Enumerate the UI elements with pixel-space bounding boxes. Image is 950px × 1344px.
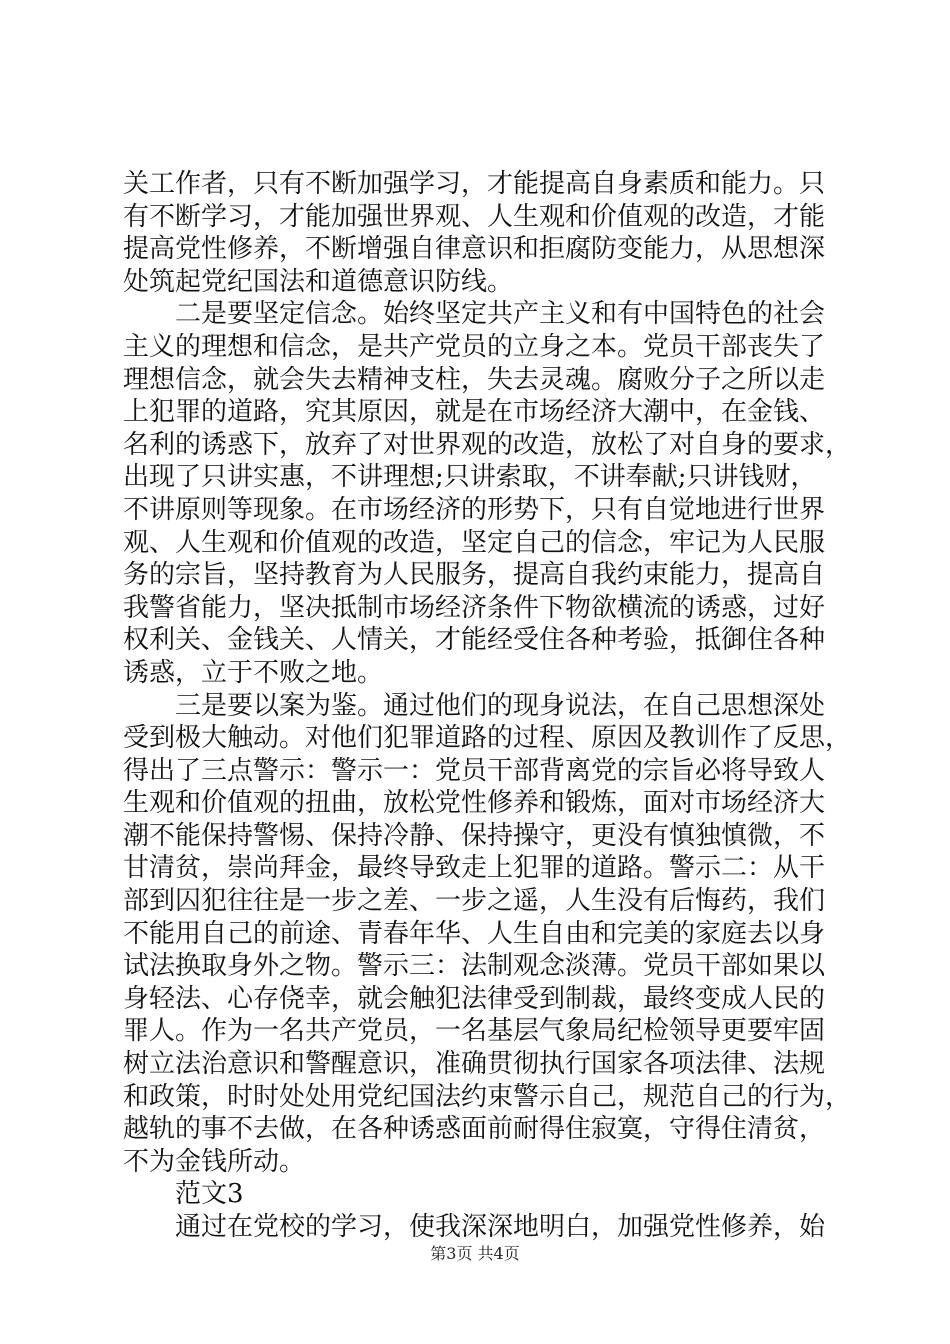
text-line: 树立法治意识和警醒意识，准确贯彻执行国家各项法律、法规 (123, 1049, 826, 1080)
page-footer: 第3页 共4页 (430, 1244, 520, 1263)
text-line: 甘清贫，崇尚拜金，最终导致走上犯罪的道路。警示二：从干 (123, 853, 826, 884)
text-line: 潮不能保持警惕、保持冷静、保持操守，更没有慎独慎微，不 (123, 820, 826, 851)
text-line: 得出了三点警示：警示一：党员干部背离党的宗旨必将导致人 (123, 755, 826, 786)
text-line: 关工作者，只有不断加强学习，才能提高自身素质和能力。只 (123, 169, 826, 199)
text-line: 诱惑，立于不败之地。 (123, 657, 384, 688)
text-line: 身轻法、心存侥幸，就会触犯法律受到制裁，最终变成人民的 (123, 983, 826, 1014)
text-line: 处筑起党纪国法和道德意识防线。 (123, 266, 514, 297)
text-line: 和政策，时时处处用党纪国法约束警示自己，规范自己的行为， (123, 1081, 852, 1112)
text-line: 务的宗旨，坚持教育为人民服务，提高自我约束能力，提高自 (123, 560, 826, 591)
text-line: 我警省能力，坚决抵制市场经济条件下物欲横流的诱惑，过好 (123, 592, 826, 623)
text-line: 不为金钱所动。 (123, 1146, 306, 1177)
text-line: 试法换取身外之物。警示三：法制观念淡薄。党员干部如果以 (123, 951, 826, 982)
document-body (123, 168, 852, 1244)
text-line: 通过在党校的学习，使我深深地明白，加强党性修养，始 (175, 1212, 826, 1242)
text-line: 三是要以案为鉴。通过他们的现身说法，在自己思想深处 (175, 690, 826, 721)
text-line: 出现了只讲实惠，不讲理想;只讲索取，不讲奉献;只讲钱财， (123, 462, 817, 493)
text-line: 观、人生观和价值观的改造，坚定自己的信念，牢记为人民服 (123, 527, 826, 558)
text-line: 名利的诱惑下，放弃了对世界观的改造，放松了对自身的要求， (123, 429, 852, 460)
text-line: 受到极大触动。对他们犯罪道路的过程、原因及教训作了反思， (123, 723, 852, 754)
text-line: 不讲原则等现象。在市场经济的形势下，只有自觉地进行世界 (123, 494, 826, 525)
text-line: 越轨的事不去做，在各种诱惑面前耐得住寂寞，守得住清贫， (123, 1114, 826, 1145)
text-line: 范文3 (175, 1179, 244, 1210)
text-line: 上犯罪的道路，究其原因，就是在市场经济大潮中，在金钱、 (123, 397, 826, 428)
text-line: 提高党性修养，不断增强自律意识和拒腐防变能力，从思想深 (123, 234, 826, 265)
text-line: 生观和价值观的扭曲，放松党性修养和锻炼，面对市场经济大 (123, 788, 826, 819)
text-line: 二是要坚定信念。始终坚定共产主义和有中国特色的社会 (175, 299, 826, 330)
text-line: 理想信念，就会失去精神支柱，失去灵魂。腐败分子之所以走 (123, 364, 826, 395)
text-line: 部到囚犯往往是一步之差、一步之遥，人生没有后悔药，我们 (123, 886, 826, 917)
text-line: 罪人。作为一名共产党员，一名基层气象局纪检领导更要牢固 (123, 1016, 826, 1047)
text-line: 权利关、金钱关、人情关，才能经受住各种考验，抵御住各种 (123, 625, 826, 656)
text-line: 不能用自己的前途、青春年华、人生自由和完美的家庭去以身 (123, 918, 826, 949)
text-line: 主义的理想和信念，是共产党员的立身之本。党员干部丧失了 (123, 331, 826, 362)
text-line: 有不断学习，才能加强世界观、人生观和价值观的改造，才能 (123, 201, 826, 232)
